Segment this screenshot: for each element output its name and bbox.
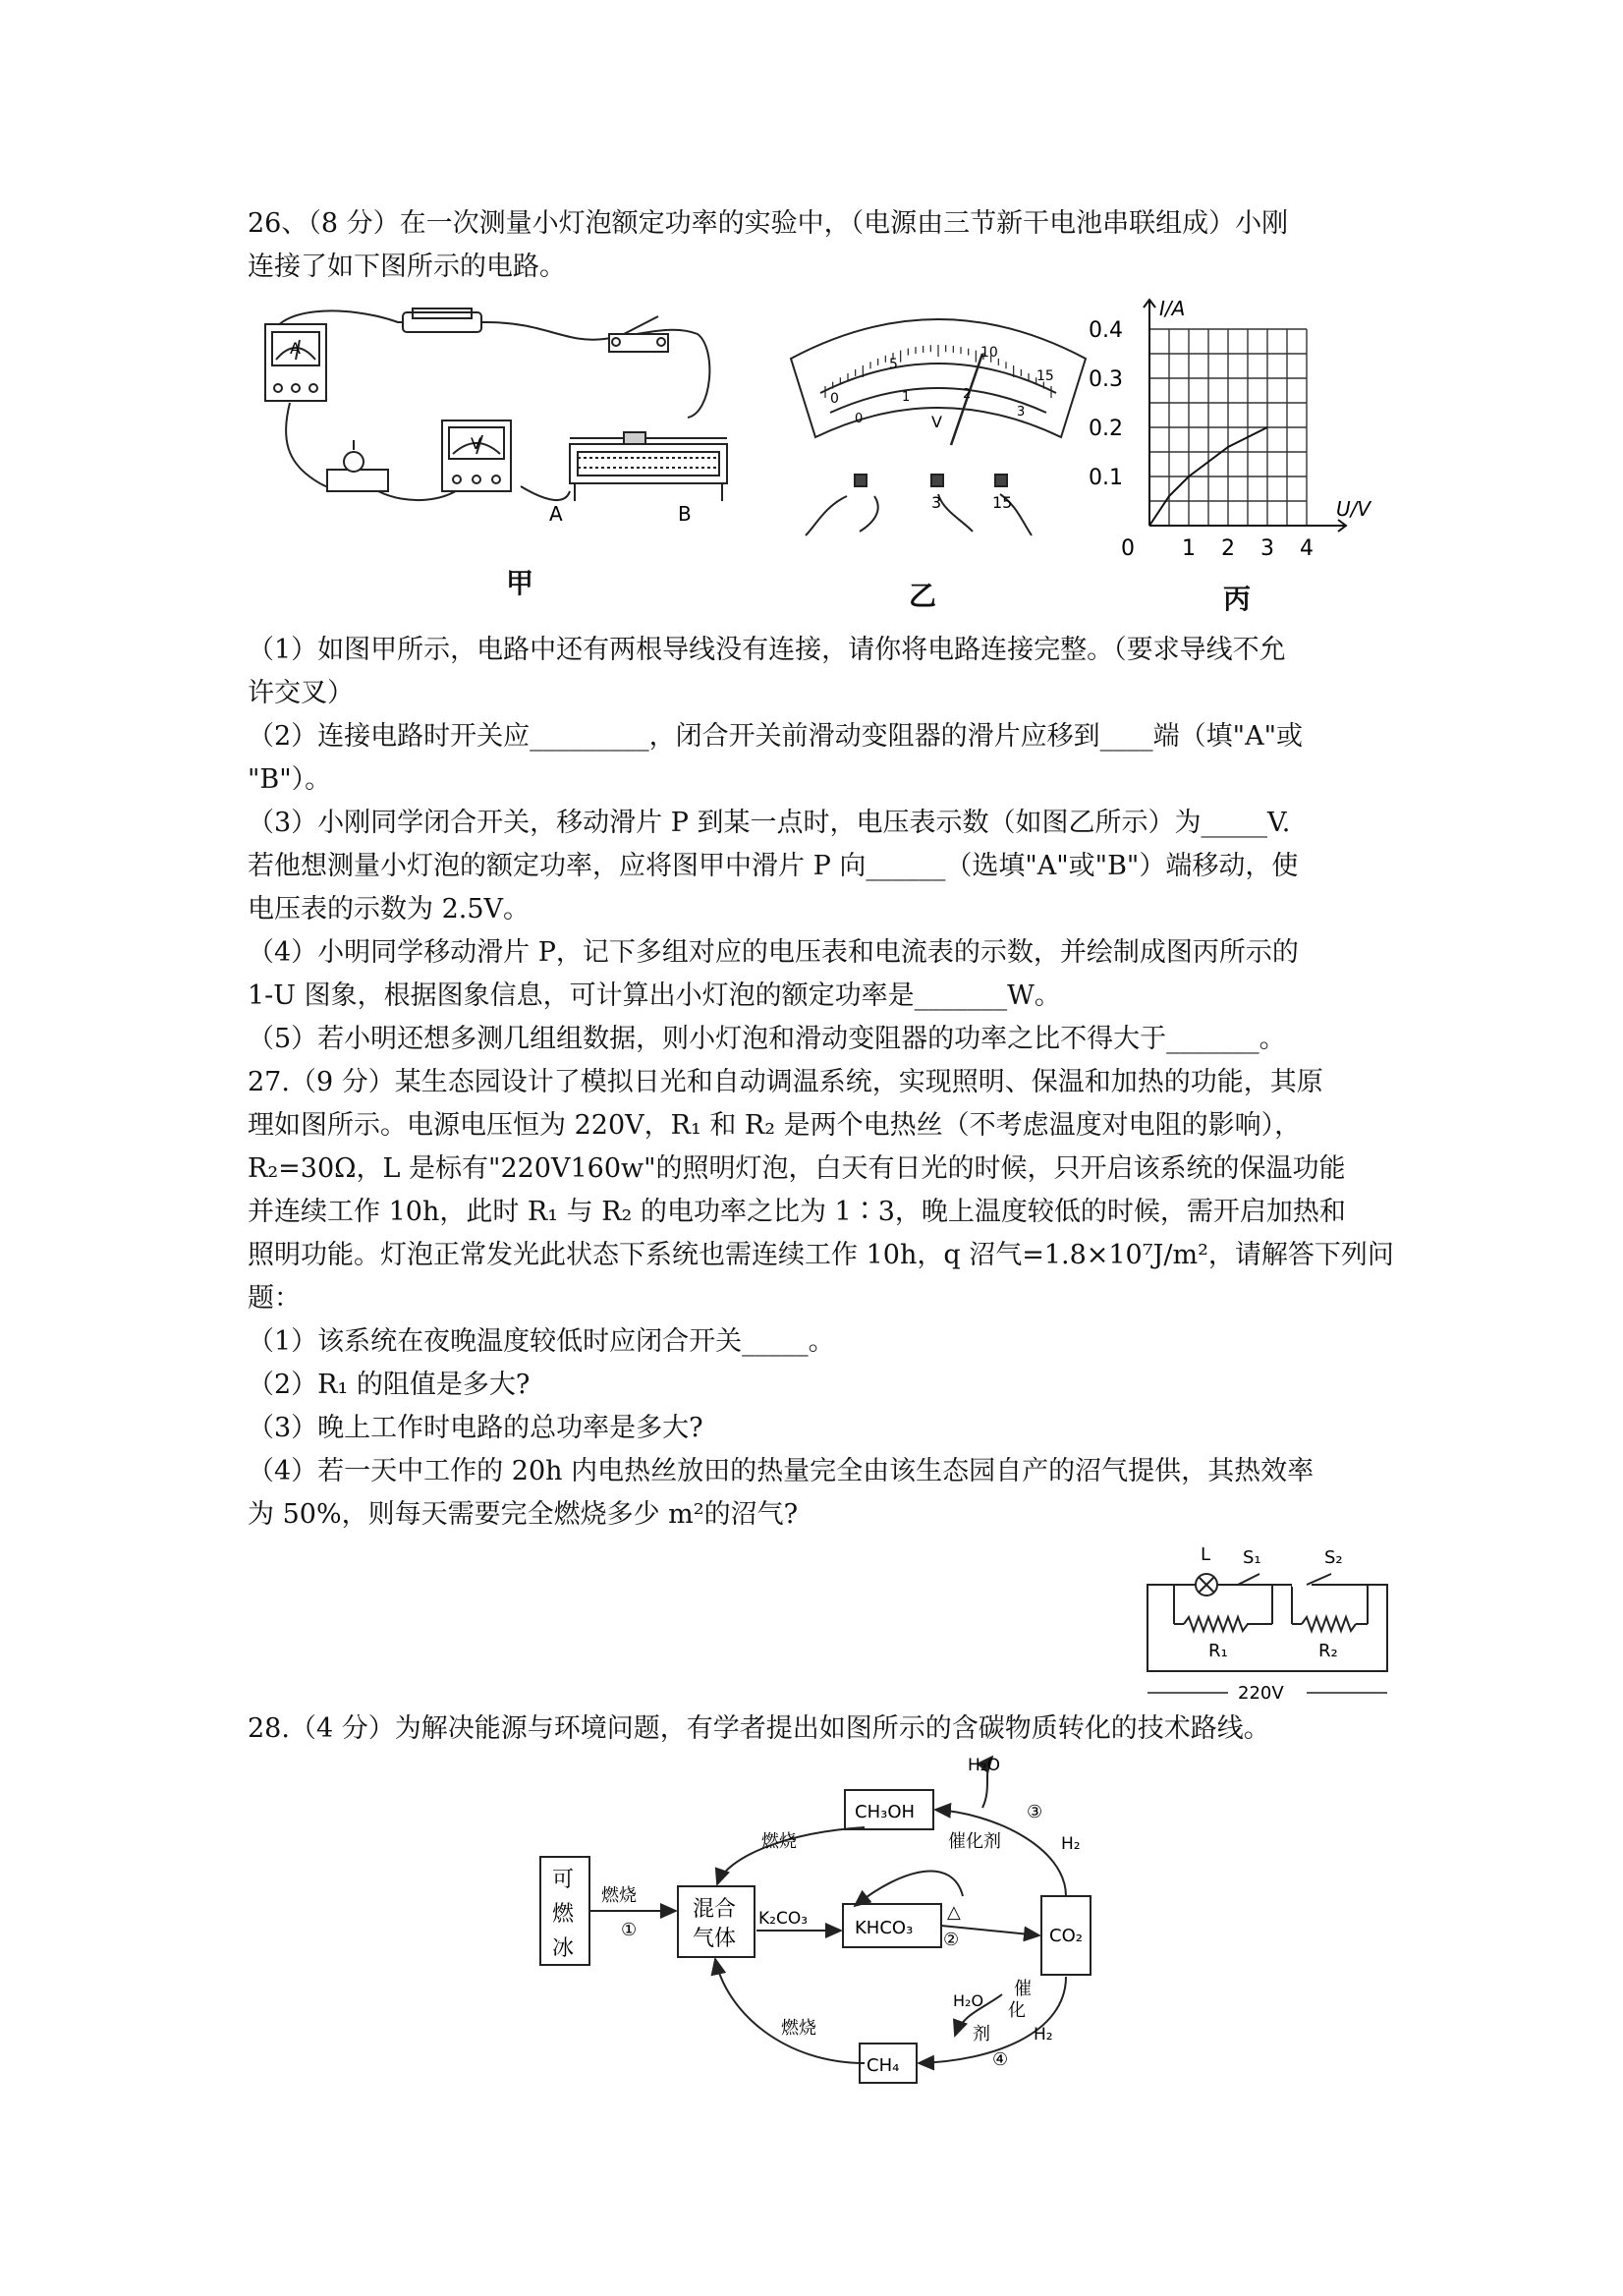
terminal-15-label: 15 <box>992 493 1013 512</box>
rheostat-end-a-label: A <box>549 502 563 526</box>
catalyst-vertical-3: 剂 <box>973 2024 990 2044</box>
lamp-label: L <box>1201 1544 1211 1565</box>
step-1-label: ① <box>621 1920 638 1940</box>
ammeter-symbol: A <box>290 339 301 358</box>
q26-intro-line1: 26、（8 分）在一次测量小灯泡额定功率的实验中，（电源由三节新干电池串联组成）小刚 <box>248 208 1289 239</box>
dial-bottom-label-3: 3 <box>1017 405 1026 420</box>
resistor-r2-label: R₂ <box>1318 1641 1338 1661</box>
y-tick-label: 0.1 <box>1089 466 1123 490</box>
ice-label-char1: 可 <box>552 1868 575 1892</box>
burn-label-top: 燃烧 <box>761 1831 797 1852</box>
q26-sub1-line2: 许交叉） <box>248 678 354 708</box>
x-tick-label: 3 <box>1260 536 1274 561</box>
switch-s1-label: S₁ <box>1243 1547 1261 1568</box>
q28-line1: 28.（4 分）为解决能源与环境问题，有学者提出如图所示的含碳物质转化的技术路线。 <box>248 1713 1270 1744</box>
x-tick-label: 4 <box>1300 536 1314 561</box>
figure-caption-jia: 甲 <box>506 567 534 599</box>
x-tick-label: 2 <box>1221 536 1235 561</box>
q26-sub2-line1: （2）连接电路时开关应_________，闭合开关前滑动变阻器的滑片应移到____端（填"A"或 <box>248 721 1304 752</box>
ch4-label: CH₄ <box>867 2055 900 2076</box>
q26-sub5-line1: （5）若小明还想多测几组组数据，则小灯泡和滑动变阻器的功率之比不得大于_______。 <box>248 1024 1286 1054</box>
q27-line5: 照明功能。灯泡正常发光此状态下系统也需连续工作 10h，q 沼气=1.8×10⁷J/m²，请解答下列问 <box>248 1240 1394 1270</box>
carbon-conversion-diagram <box>531 1749 1100 2102</box>
q26-sub4-line1: （4）小明同学移动滑片 P，记下多组对应的电压表和电流表的示数，并绘制成图丙所示的 <box>248 937 1299 968</box>
h2o-label-bottom: H₂O <box>953 1991 984 2010</box>
dial-top-label-15: 15 <box>1036 368 1054 384</box>
dial-top-label-10: 10 <box>980 345 998 361</box>
switch-s2-label: S₂ <box>1324 1547 1343 1568</box>
figure-yi-voltmeter-dial <box>776 300 1100 535</box>
dial-bottom-label-2: 2 <box>963 387 972 402</box>
q27-sub2: （2）R₁ 的阻值是多大? <box>248 1370 531 1400</box>
source-voltage-label: 220V <box>1238 1683 1284 1704</box>
y-axis-label: I/A <box>1159 297 1186 320</box>
y-tick-label: 0.2 <box>1089 417 1123 441</box>
dial-bottom-label-1: 1 <box>902 390 911 405</box>
q26-sub4-line2: 1-U 图象，根据图象信息，可计算出小灯泡的额定功率是_______W。 <box>248 980 1061 1011</box>
q26-sub3-line3: 电压表的示数为 2.5V。 <box>248 894 531 924</box>
co2-label: CO₂ <box>1049 1926 1083 1946</box>
q27-line2: 理如图所示。电源电压恒为 220V，R₁ 和 R₂ 是两个电热丝（不考虑温度对电阻的影响）， <box>248 1110 1302 1141</box>
q27-sub4-line2: 为 50%，则每天需要完全燃烧多少 m²的沼气? <box>248 1499 799 1530</box>
mixed-gas-label-2: 气体 <box>693 1927 737 1951</box>
y-axis <box>1144 300 1155 526</box>
x-axis-label: U/V <box>1336 497 1371 521</box>
q26-sub3-line1: （3）小刚同学闭合开关，移动滑片 P 到某一点时，电压表示数（如图乙所示）为_____V. <box>248 808 1291 838</box>
catalyst-vertical-1: 催 <box>1014 1979 1032 1999</box>
h2o-label-top: H₂O <box>968 1756 1000 1775</box>
ice-label-char2: 燃 <box>552 1902 575 1927</box>
q27-sub1: （1）该系统在夜晚温度较低时应闭合开关_____。 <box>248 1326 835 1357</box>
figure-caption-yi: 乙 <box>909 580 937 612</box>
dial-top-label-5: 5 <box>889 357 898 372</box>
q26-sub2-line2: "B"）。 <box>248 764 332 795</box>
x-tick-label: 1 <box>1182 536 1196 561</box>
q27-line6: 题： <box>248 1283 301 1314</box>
y-tick-label: 0.4 <box>1089 318 1123 343</box>
step-2-label: ② <box>943 1930 960 1950</box>
step-3-label: ③ <box>1027 1802 1043 1822</box>
rheostat-end-b-label: B <box>678 502 692 526</box>
dial-bottom-label-0: 0 <box>855 412 864 426</box>
h2-label-bottom: H₂ <box>1034 2025 1053 2044</box>
mixed-gas-label-1: 混合 <box>693 1897 737 1922</box>
ice-label-char3: 冰 <box>552 1936 575 1961</box>
q26-sub3-line2: 若他想测量小灯泡的额定功率，应将图甲中滑片 P 向______（选填"A"或"B"）端移动，使 <box>248 851 1299 881</box>
figure-bing-iu-chart <box>1081 290 1405 570</box>
catalyst-label-top: 催化剂 <box>948 1831 1001 1852</box>
q27-sub3: （3）晚上工作时电路的总功率是多大? <box>248 1413 703 1443</box>
catalyst-vertical-2: 化 <box>1008 2000 1026 2021</box>
q27-line4: 并连续工作 10h，此时 R₁ 与 R₂ 的电功率之比为 1∶3，晚上温度较低的时候，需开启加热和 <box>248 1197 1346 1227</box>
khco3-label: KHCO₃ <box>855 1918 914 1938</box>
x-tick-label: 0 <box>1121 536 1135 561</box>
figure-caption-bing: 丙 <box>1223 583 1252 615</box>
terminal-3-label: 3 <box>931 493 942 512</box>
q26-intro-line2: 连接了如下图所示的电路。 <box>248 252 566 282</box>
step-4-label: ④ <box>992 2049 1009 2070</box>
q27-sub4-line1: （4）若一天中工作的 20h 内电热丝放田的热量完全由该生态园自产的沼气提供，其热效率 <box>248 1456 1315 1486</box>
ch3oh-label: CH₃OH <box>855 1802 916 1822</box>
k2co3-label: K₂CO₃ <box>758 1909 809 1929</box>
burn-label-bottom: 燃烧 <box>781 2018 816 2039</box>
heat-delta-label: △ <box>947 1902 961 1923</box>
dial-unit-v: V <box>931 413 942 431</box>
q27-line3: R₂=30Ω，L 是标有"220V160w"的照明灯泡，白天有日光的时候，只开启该系统的保温功能 <box>248 1153 1346 1184</box>
q27-line1: 27.（9 分）某生态园设计了模拟日光和自动调温系统，实现照明、保温和加热的功能，其原 <box>248 1067 1323 1097</box>
q27-circuit-diagram <box>1140 1531 1395 1704</box>
resistor-r1-label: R₁ <box>1208 1641 1228 1661</box>
burn-label-1: 燃烧 <box>601 1885 637 1906</box>
figure-jia-circuit <box>251 295 761 531</box>
h2-label-top: H₂ <box>1061 1834 1081 1854</box>
dial-top-label-0: 0 <box>830 391 839 407</box>
y-tick-label: 0.3 <box>1089 367 1123 392</box>
q26-sub1-line1: （1）如图甲所示，电路中还有两根导线没有连接，请你将电路连接完整。（要求导线不允 <box>248 635 1286 665</box>
voltmeter-symbol: V <box>471 434 481 453</box>
